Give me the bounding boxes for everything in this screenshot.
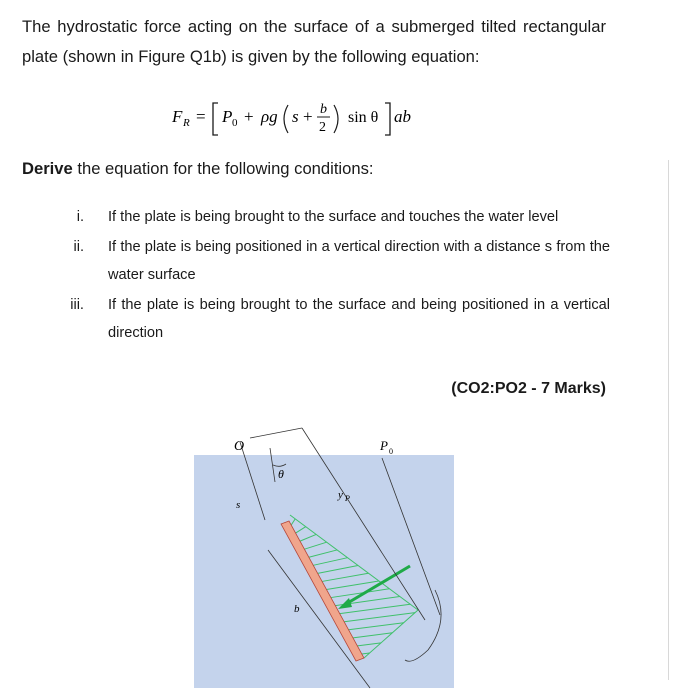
conditions-list (58, 203, 610, 349)
marks-label: (CO2:PO2 - 7 Marks) (451, 380, 606, 397)
hydrostatic-force-equation (168, 95, 428, 139)
list-item-number: ii. (73, 238, 84, 255)
eq-right-paren (334, 105, 338, 133)
eq-sin-theta: sin θ (348, 109, 379, 126)
eq-right-bracket (385, 103, 390, 135)
eq-p: P (222, 107, 233, 126)
list-item-text: If the plate is being brought to the surface and touches the water level (108, 209, 559, 225)
eq-frac-num: b (320, 102, 327, 117)
label-yp: y (338, 489, 343, 501)
water-region (194, 455, 454, 688)
eq-s: s (292, 107, 299, 126)
eq-left-paren (284, 105, 288, 133)
eq-equals: = (196, 107, 206, 126)
eq-lhs-sub: R (183, 117, 190, 129)
derive-rest: the equation for the following conditions: (72, 159, 374, 178)
intro-paragraph: The hydrostatic force acting on the surface of a submerged tilted rectangular plate (shown in Figure Q1b) is given by the following equation: (22, 17, 606, 66)
list-item-number: i. (76, 209, 84, 225)
label-p0-sub: 0 (389, 447, 393, 456)
label-b: b (294, 603, 300, 615)
eq-plus-1: + (244, 107, 254, 126)
eq-frac-den: 2 (319, 120, 326, 135)
list-item (58, 233, 610, 290)
list-item-text: If the plate is being positioned in a vertical direction with a distance s from the water surface (108, 238, 610, 283)
derive-bold: Derive (22, 159, 73, 178)
derive-instruction (22, 159, 373, 179)
label-theta: θ (278, 467, 284, 481)
list-item-number: iii. (70, 296, 84, 313)
o-reference-line (250, 428, 302, 438)
label-s: s (236, 499, 241, 511)
eq-lhs: F (172, 107, 183, 126)
eq-plus-2: + (303, 107, 313, 126)
eq-left-bracket (213, 103, 218, 135)
page-edge-divider (668, 160, 669, 680)
label-yp-sub: P (345, 494, 350, 503)
eq-rho-g: ρg (261, 107, 278, 126)
label-p0: P (380, 438, 388, 453)
eq-ab: ab (394, 107, 411, 126)
figure-q1b (150, 420, 470, 700)
label-o: O (234, 439, 245, 454)
list-item (58, 291, 610, 348)
list-item (58, 203, 610, 232)
eq-p-sub: 0 (232, 117, 238, 129)
list-item-text: If the plate is being brought to the surface and being positioned in a vertical direction (108, 296, 610, 341)
